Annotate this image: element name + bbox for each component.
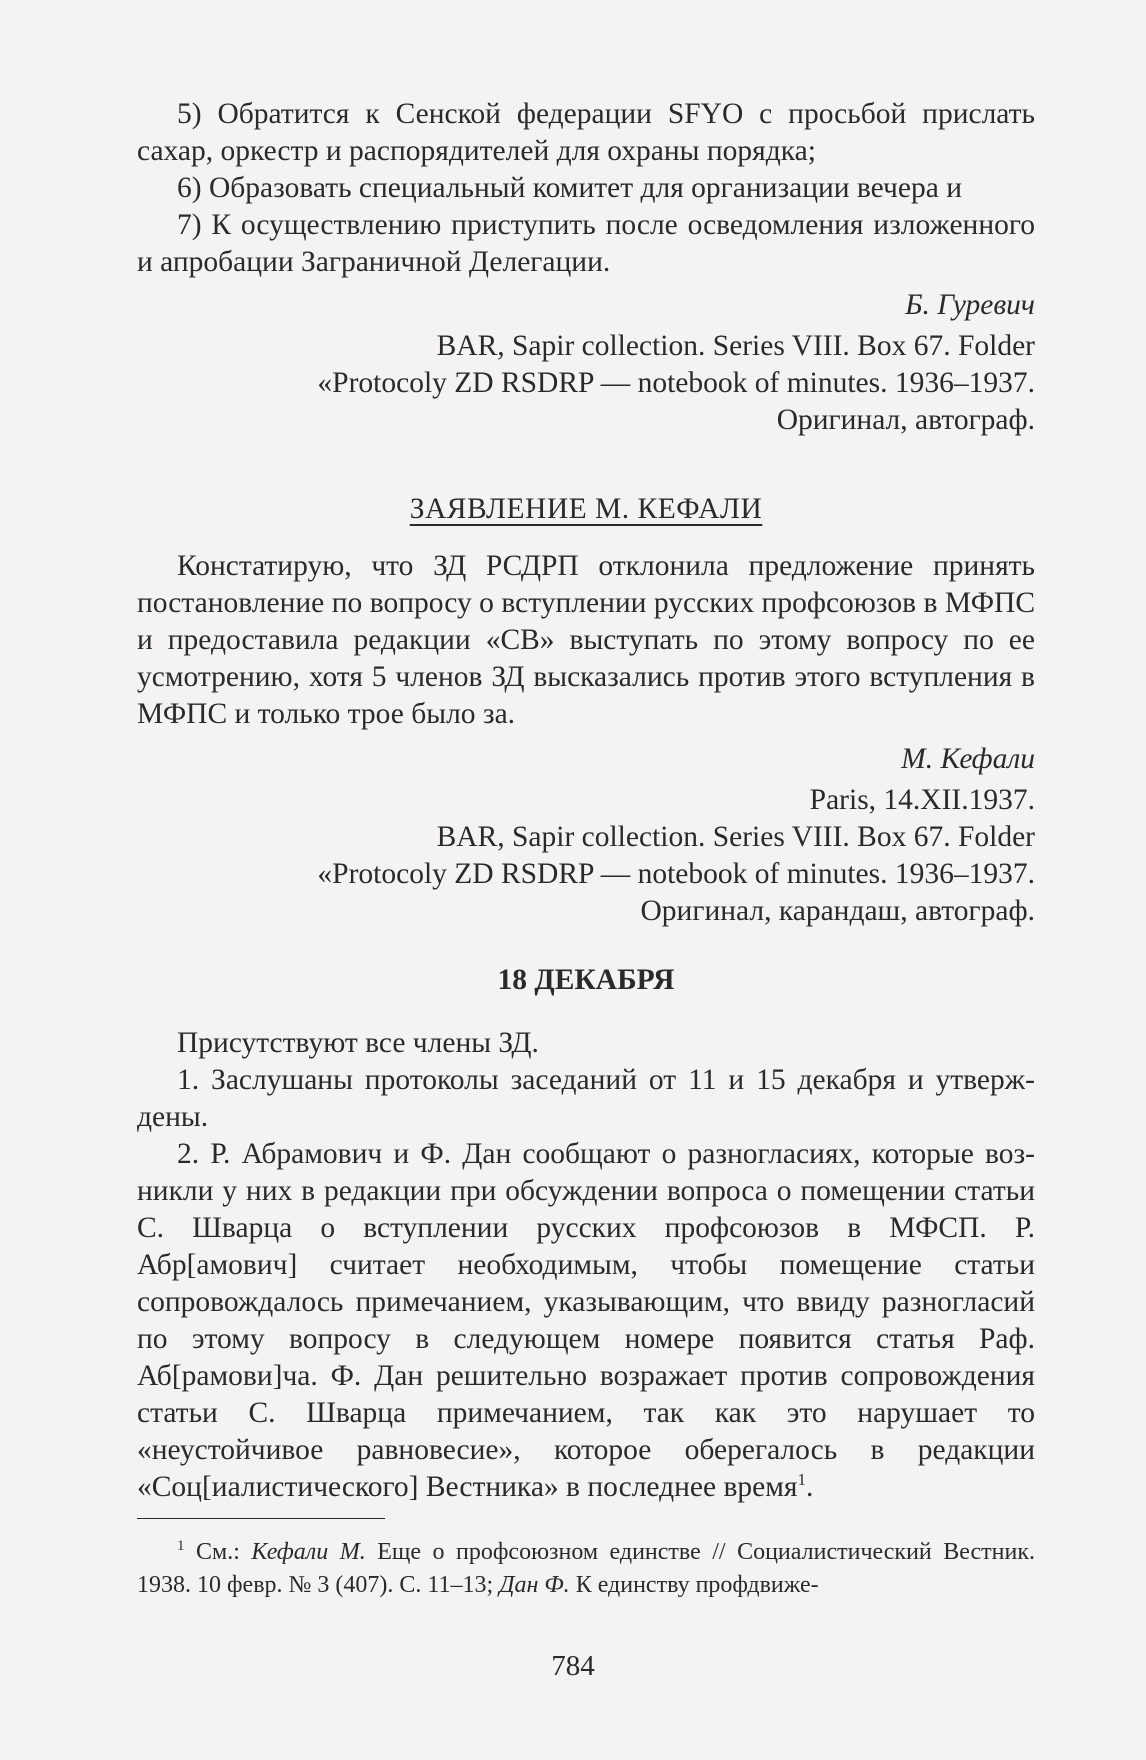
meeting-item-1: 1. Заслушаны протоколы заседаний от 11 и 15 декабря и утверждены. [137,1064,1035,1133]
footnote-author-1: Кефали М. [251,1539,366,1565]
statement-section [137,491,1035,930]
footnote [137,1536,1035,1602]
statement-source-3: Оригинал, карандаш, автограф. [640,895,1035,927]
paragraph-6: 6) Образовать специальный комитет для организации вечера и [177,172,962,204]
place-date: Paris, 14.XII.1937. [809,784,1035,816]
meeting-item-2: 2. Р. Абрамович и Ф. Дан сообщают о разногласиях, которые возникли у них в редакции при обсуждении вопроса о помещении статьи С. Шварца о вступлении русских профсоюзов в МФСП. Р. Абр[амович] считает необходимым, чтобы помещение статьи сопровождалось примечанием, указывающим, что ввиду разногласий по этому вопросу в следующем номере появится статья Раф. Аб[рамови]ча. Ф. Дан решительно возражает против сопровождения статьи С. Шварца примечанием, так как это нарушает то «неустойчивое равновесие», которое оберегалось в редакции «Соц[иалистического] Вестника» в последнее время$^1$. [137,1138,1035,1503]
page-number: 784 [551,1650,595,1682]
footnote-author-2: Дан Ф. [499,1572,570,1598]
footnote-reference: 1 [797,1470,806,1490]
footnote-mark: 1 [177,1538,185,1554]
footnote-text-2: К единству профдвиже- [569,1572,819,1598]
footnote-divider [137,1518,385,1519]
footnote-text-1: Еще о профсоюзном единстве // Социалистический Вестник. 1938. 10 февр. № 3 (407). С. 11–13; [137,1539,1036,1598]
footnote-prefix: См.: [196,1539,252,1565]
meeting-item-2-text: 2. Р. Абрамович и Ф. Дан сообщают о разногласиях, которые возникли у них в редакции при обсуждении вопроса о помещении статьи С. Шварца о вступлении русских профсоюзов в МФСП. Р. Абр[амович] считает необходимым, чтобы помещение статьи сопровождалось примечанием, указывающим, что ввиду разногласий по этому вопросу в следующем номере появится статья Раф. Аб[рамови]ча. Ф. Дан решительно возражает против сопровождения статьи С. Шварца примечанием, так как это нарушает то «неустойчивое равновесие», которое оберегалось в редакции «Соц[иалистического] Вестника» в последнее время [137,1138,1035,1503]
block-1 [137,96,1035,439]
signature-gurevich: Б. Гуревич [905,289,1035,321]
paragraph-7: 7) К осуществлению приступить после осведомления изложенного и апробации Заграничной Делегации. [137,209,1035,278]
signature-kefali: М. Кефали [901,743,1035,775]
source-line-3: Оригинал, автограф. [776,404,1035,436]
source-line-1: BAR, Sapir collection. Series VIII. Box 67. Folder [436,330,1035,362]
paragraph-5: 5) Обратится к Сенской федерации SFYO с просьбой прислать сахар, оркестр и распорядителей для охраны порядка; [137,98,1035,167]
source-line-2: «Protocoly ZD RSDRP — notebook of minutes. 1936–1937. [317,367,1035,399]
meeting-title: 18 ДЕКАБРЯ [497,964,675,996]
meeting-section [137,962,1035,1506]
statement-source-1: BAR, Sapir collection. Series VIII. Box 67. Folder [436,821,1035,853]
statement-title: ЗАЯВЛЕНИЕ М. КЕФАЛИ [409,493,763,525]
meeting-present: Присутствуют все члены ЗД. [177,1027,539,1059]
statement-body: Констатирую, что ЗД РСДРП отклонила предложение принять постановление по вопросу о вступлении русских профсоюзов в МФПС и предоставила редакции «СВ» выступать по этому вопросу по ее усмотрению, хотя 5 членов ЗД высказались против этого вступления в МФПС и только трое было за. [137,550,1035,730]
statement-source-2: «Protocoly ZD RSDRP — notebook of minutes. 1936–1937. [317,858,1035,890]
